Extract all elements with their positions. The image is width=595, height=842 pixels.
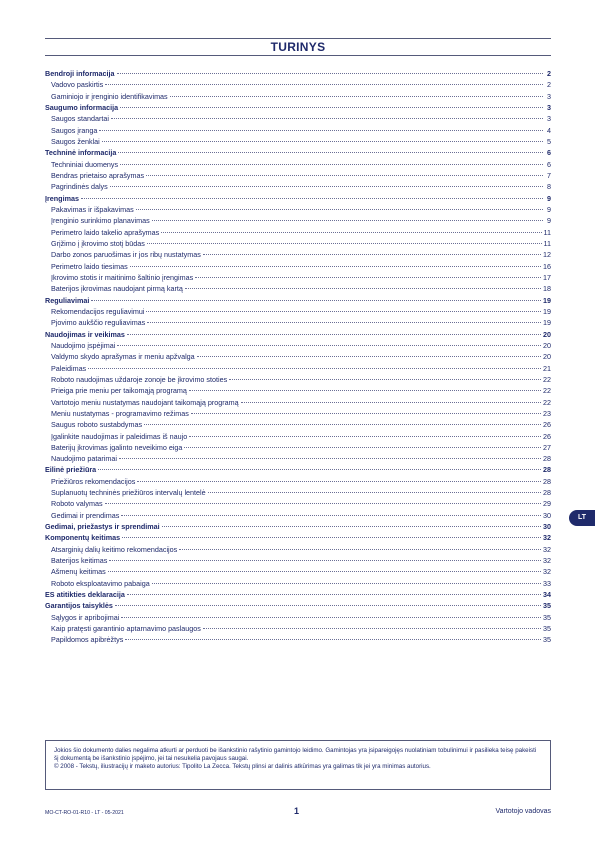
- toc-item-row[interactable]: [45, 431, 551, 442]
- language-tab: LT: [569, 510, 595, 526]
- toc-page-number: 28: [543, 488, 551, 498]
- toc-page-number: 11: [543, 227, 551, 237]
- toc-label: Roboto naudojimas uždaroje zonoje be įkrovimo stoties: [51, 374, 228, 384]
- toc-item-row[interactable]: [45, 487, 551, 498]
- toc-leader: [147, 322, 541, 323]
- toc-item-row[interactable]: [45, 136, 551, 147]
- toc-leader: [162, 526, 541, 527]
- toc-label: Papildomos apibrėžtys: [51, 635, 124, 645]
- toc-page-number: 5: [547, 136, 551, 146]
- toc-leader: [184, 447, 541, 448]
- toc-label: Įrengimas: [45, 193, 79, 203]
- toc-page-number: 22: [543, 374, 551, 384]
- document-code: MO-CT-RO-01-R10 - LT - 05-2021: [45, 810, 124, 816]
- toc-item-row[interactable]: [45, 351, 551, 362]
- notice-copyright: © 2008 - Tekstų, iliustracijų ir maketo autorius: Tipolito La Zecca. Tekstų plinsi ar dalinis atkūrimas yra galimas tik jei yra minimas autorius.: [54, 763, 431, 770]
- table-of-contents: [45, 68, 551, 646]
- toc-leader: [146, 175, 543, 176]
- toc-leader: [189, 390, 541, 391]
- toc-label: Kaip pratęsti garantinio aptarnavimo paslaugos: [51, 624, 201, 634]
- toc-leader: [189, 436, 541, 437]
- toc-page-number: 28: [543, 465, 551, 475]
- toc-label: Įgalinkite naudojimas ir paleidimas iš naujo: [51, 431, 188, 441]
- toc-label: Pakavimas ir išpakavimas: [51, 204, 134, 214]
- toc-item-row[interactable]: [45, 453, 551, 464]
- toc-item-row[interactable]: [45, 363, 551, 374]
- toc-page-number: 3: [547, 114, 551, 124]
- toc-label: Valdymo skydo aprašymas ir meniu apžvalga: [51, 352, 195, 362]
- toc-page-number: 27: [543, 442, 551, 452]
- toc-leader: [122, 537, 541, 538]
- toc-label: Saugumo informacija: [45, 102, 119, 112]
- toc-label: Ašmenų keitimas: [51, 567, 106, 577]
- toc-leader: [109, 560, 541, 561]
- toc-page-number: 32: [543, 544, 551, 554]
- toc-page-number: 18: [543, 284, 551, 294]
- toc-item-row[interactable]: [45, 555, 551, 566]
- toc-section-row[interactable]: [45, 295, 551, 306]
- toc-label: Bendroji informacija: [45, 69, 115, 78]
- toc-leader: [229, 379, 541, 380]
- manual-title: Vartotojo vadovas: [495, 808, 551, 815]
- toc-label: Vartotojo meniu nustatymas naudojant taikomąją programą: [51, 397, 239, 407]
- toc-label: Baterijos keitimas: [51, 556, 108, 566]
- toc-item-row[interactable]: [45, 238, 551, 249]
- toc-label: Reguliavimai: [45, 295, 90, 305]
- toc-page-number: 29: [543, 499, 551, 509]
- page-number: 1: [294, 806, 300, 816]
- toc-leader: [121, 617, 541, 618]
- toc-item-row[interactable]: [45, 170, 551, 181]
- toc-page-number: 9: [547, 204, 551, 214]
- toc-section-row[interactable]: [45, 589, 551, 600]
- toc-page-number: 20: [543, 340, 551, 350]
- toc-page-number: 35: [543, 612, 551, 622]
- toc-label: Įkrovimo stotis ir maitinimo šaltinio įrengimas: [51, 272, 194, 282]
- toc-leader: [117, 73, 544, 74]
- toc-leader: [195, 277, 541, 278]
- toc-page-number: 2: [547, 80, 551, 90]
- toc-page-number: 9: [547, 216, 551, 226]
- toc-label: Techniniai duomenys: [51, 159, 119, 169]
- toc-label: Pjovimo aukščio reguliavimas: [51, 318, 146, 328]
- toc-leader: [81, 198, 543, 199]
- toc-leader: [179, 549, 541, 550]
- toc-leader: [130, 266, 541, 267]
- toc-item-row[interactable]: [45, 442, 551, 453]
- toc-item-row[interactable]: [45, 249, 551, 260]
- toc-item-row[interactable]: [45, 283, 551, 294]
- toc-section-row[interactable]: [45, 102, 551, 113]
- toc-leader: [161, 232, 541, 233]
- toc-item-row[interactable]: [45, 623, 551, 634]
- toc-leader: [170, 96, 543, 97]
- toc-item-row[interactable]: [45, 340, 551, 351]
- toc-label: ES atitikties deklaracija: [45, 590, 125, 600]
- toc-page-number: 21: [543, 363, 551, 373]
- toc-leader: [105, 84, 543, 85]
- toc-label: Gedimai, priežastys ir sprendimai: [45, 522, 160, 532]
- toc-label: Suplanuotų techninės priežiūros intervalų lentelė: [51, 488, 206, 498]
- toc-leader: [91, 300, 541, 301]
- toc-page-number: 34: [543, 590, 551, 600]
- toc-leader: [117, 345, 541, 346]
- toc-label: Meniu nustatymas - programavimo režimas: [51, 408, 189, 418]
- toc-leader: [102, 141, 543, 142]
- toc-item-row[interactable]: [45, 272, 551, 283]
- toc-leader: [136, 209, 543, 210]
- toc-page-number: 23: [543, 408, 551, 418]
- toc-section-row[interactable]: [45, 193, 551, 204]
- toc-leader: [118, 152, 543, 153]
- toc-page-number: 16: [543, 261, 551, 271]
- toc-label: Perimetro laido tiesimas: [51, 261, 128, 271]
- toc-page-number: 26: [543, 420, 551, 430]
- toc-item-row[interactable]: [45, 510, 551, 521]
- toc-item-row[interactable]: [45, 79, 551, 90]
- toc-item-row[interactable]: [45, 578, 551, 589]
- toc-section-row[interactable]: [45, 147, 551, 158]
- toc-leader: [144, 424, 541, 425]
- toc-item-row[interactable]: [45, 125, 551, 136]
- toc-page-number: 12: [543, 250, 551, 260]
- toc-page-number: 28: [543, 476, 551, 486]
- toc-page-number: 30: [543, 522, 551, 532]
- toc-label: Roboto eksploatavimo pabaiga: [51, 578, 150, 588]
- toc-label: Gedimai ir prendimas: [51, 510, 120, 520]
- toc-leader: [127, 594, 541, 595]
- toc-page-number: 3: [547, 91, 551, 101]
- toc-page-number: 35: [543, 601, 551, 611]
- toc-section-row[interactable]: [45, 68, 551, 79]
- toc-item-row[interactable]: [45, 476, 551, 487]
- toc-page-number: 8: [547, 182, 551, 192]
- toc-page-number: 32: [543, 556, 551, 566]
- toc-leader: [203, 254, 541, 255]
- toc-page-number: 6: [547, 148, 551, 158]
- toc-leader: [147, 243, 542, 244]
- toc-leader: [108, 571, 541, 572]
- toc-leader: [99, 130, 543, 131]
- toc-page-number: 7: [547, 170, 551, 180]
- toc-page-number: 9: [547, 193, 551, 203]
- toc-page-number: 19: [543, 318, 551, 328]
- toc-label: Techninė informacija: [45, 148, 117, 158]
- toc-section-row[interactable]: [45, 600, 551, 611]
- toc-leader: [127, 334, 541, 335]
- toc-item-row[interactable]: [45, 261, 551, 272]
- toc-item-row[interactable]: [45, 317, 551, 328]
- toc-leader: [119, 458, 541, 459]
- toc-label: Paleidimas: [51, 363, 87, 373]
- toc-label: Atsarginių dalių keitimo rekomendacijos: [51, 544, 178, 554]
- toc-item-row[interactable]: [45, 634, 551, 645]
- toc-item-row[interactable]: [45, 408, 551, 419]
- toc-leader: [98, 469, 541, 470]
- toc-label: Priežiūros rekomendacijos: [51, 476, 136, 486]
- toc-leader: [137, 481, 541, 482]
- toc-label: Perimetro laido takelio aprašymas: [51, 227, 160, 237]
- toc-page-number: 22: [543, 386, 551, 396]
- toc-leader: [197, 356, 541, 357]
- toc-page-number: 28: [543, 454, 551, 464]
- toc-page-number: 11: [543, 238, 551, 248]
- toc-label: Saugos įranga: [51, 125, 98, 135]
- toc-leader: [125, 639, 541, 640]
- toc-label: Baterijos įkrovimas naudojant pirmą kartą: [51, 284, 183, 294]
- toc-item-row[interactable]: [45, 419, 551, 430]
- page-title: TURINYS: [270, 40, 326, 54]
- toc-item-row[interactable]: [45, 566, 551, 577]
- toc-page-number: 35: [543, 624, 551, 634]
- toc-page-number: 2: [547, 69, 551, 78]
- toc-label: Darbo zonos paruošimas ir jos ribų nustatymas: [51, 250, 201, 260]
- toc-label: Eilinė priežiūra: [45, 465, 97, 475]
- toc-label: Bendras prietaiso aprašymas: [51, 170, 145, 180]
- toc-page-number: 22: [543, 397, 551, 407]
- toc-item-row[interactable]: [45, 159, 551, 170]
- toc-page-number: 30: [543, 510, 551, 520]
- toc-page-number: 32: [543, 567, 551, 577]
- toc-leader: [110, 186, 543, 187]
- toc-leader: [191, 413, 541, 414]
- toc-item-row[interactable]: [45, 306, 551, 317]
- toc-leader: [241, 402, 541, 403]
- toc-label: Vadovo paskirtis: [51, 80, 104, 90]
- toc-leader: [146, 311, 541, 312]
- toc-section-row[interactable]: [45, 532, 551, 543]
- toc-label: Saugus roboto sustabdymas: [51, 420, 143, 430]
- toc-label: Prieiga prie meniu per taikomąją programą: [51, 386, 187, 396]
- toc-page-number: 4: [547, 125, 551, 135]
- toc-label: Saugos ženklai: [51, 136, 100, 146]
- toc-page-number: 35: [543, 635, 551, 645]
- toc-label: Baterijų įkrovimas įgalinto neveikimo eiga: [51, 442, 183, 452]
- toc-page-number: 3: [547, 102, 551, 112]
- toc-item-row[interactable]: [45, 113, 551, 124]
- toc-label: Komponentų keitimas: [45, 533, 121, 543]
- toc-item-row[interactable]: [45, 385, 551, 396]
- toc-item-row[interactable]: [45, 91, 551, 102]
- toc-item-row[interactable]: [45, 374, 551, 385]
- notice-text: Jokios šio dokumento dalies negalima atkurti ar perduoti be išankstinio rašytinio gamintojo leidimo. Gamintojas yra įsipareigojęs nuolatiniam tobulinimui ir pasilieka teisę pakeisti šį dokumentą be išankstinio įspėjimo, jei tai nesukelia pavojaus saugai.: [54, 747, 537, 762]
- toc-page-number: 33: [543, 578, 551, 588]
- toc-leader: [208, 492, 541, 493]
- toc-label: Įrenginio surinkimo planavimas: [51, 216, 150, 226]
- toc-item-row[interactable]: [45, 544, 551, 555]
- toc-leader: [152, 583, 541, 584]
- toc-section-row[interactable]: [45, 521, 551, 532]
- toc-page-number: 26: [543, 431, 551, 441]
- toc-item-row[interactable]: [45, 181, 551, 192]
- toc-label: Pagrindinės dalys: [51, 182, 108, 192]
- toc-label: Saugos standartai: [51, 114, 109, 124]
- toc-page-number: 19: [543, 295, 551, 305]
- toc-item-row[interactable]: [45, 498, 551, 509]
- toc-page-number: 20: [543, 329, 551, 339]
- toc-label: Naudojimo įspėjimai: [51, 340, 116, 350]
- toc-item-row[interactable]: [45, 204, 551, 215]
- toc-page-number: 32: [543, 533, 551, 543]
- toc-section-row[interactable]: [45, 329, 551, 340]
- toc-label: Garantijos taisyklės: [45, 601, 113, 611]
- toc-leader: [152, 220, 543, 221]
- toc-label: Gaminiojo ir įrenginio identifikavimas: [51, 91, 168, 101]
- toc-item-row[interactable]: [45, 612, 551, 623]
- toc-page-number: 6: [547, 159, 551, 169]
- toc-leader: [105, 503, 541, 504]
- toc-leader: [120, 164, 543, 165]
- toc-leader: [121, 515, 541, 516]
- toc-label: Sąlygos ir apribojimai: [51, 612, 120, 622]
- toc-label: Roboto valymas: [51, 499, 103, 509]
- toc-leader: [115, 605, 541, 606]
- toc-page-number: 17: [543, 272, 551, 282]
- toc-label: Rekomendacijos reguliavimui: [51, 306, 145, 316]
- toc-page-number: 19: [543, 306, 551, 316]
- toc-leader: [111, 118, 543, 119]
- toc-leader: [120, 107, 543, 108]
- title-bar: [45, 38, 551, 56]
- toc-leader: [88, 368, 541, 369]
- copyright-notice: [45, 740, 551, 790]
- toc-item-row[interactable]: [45, 227, 551, 238]
- toc-leader: [203, 628, 541, 629]
- toc-label: Grįžimo į įkrovimo stotį būdas: [51, 238, 145, 248]
- toc-label: Naudojimo patarimai: [51, 454, 117, 464]
- toc-leader: [185, 288, 541, 289]
- toc-section-row[interactable]: [45, 464, 551, 475]
- toc-item-row[interactable]: [45, 215, 551, 226]
- toc-label: Naudojimas ir veikimas: [45, 329, 125, 339]
- toc-page-number: 20: [543, 352, 551, 362]
- toc-item-row[interactable]: [45, 397, 551, 408]
